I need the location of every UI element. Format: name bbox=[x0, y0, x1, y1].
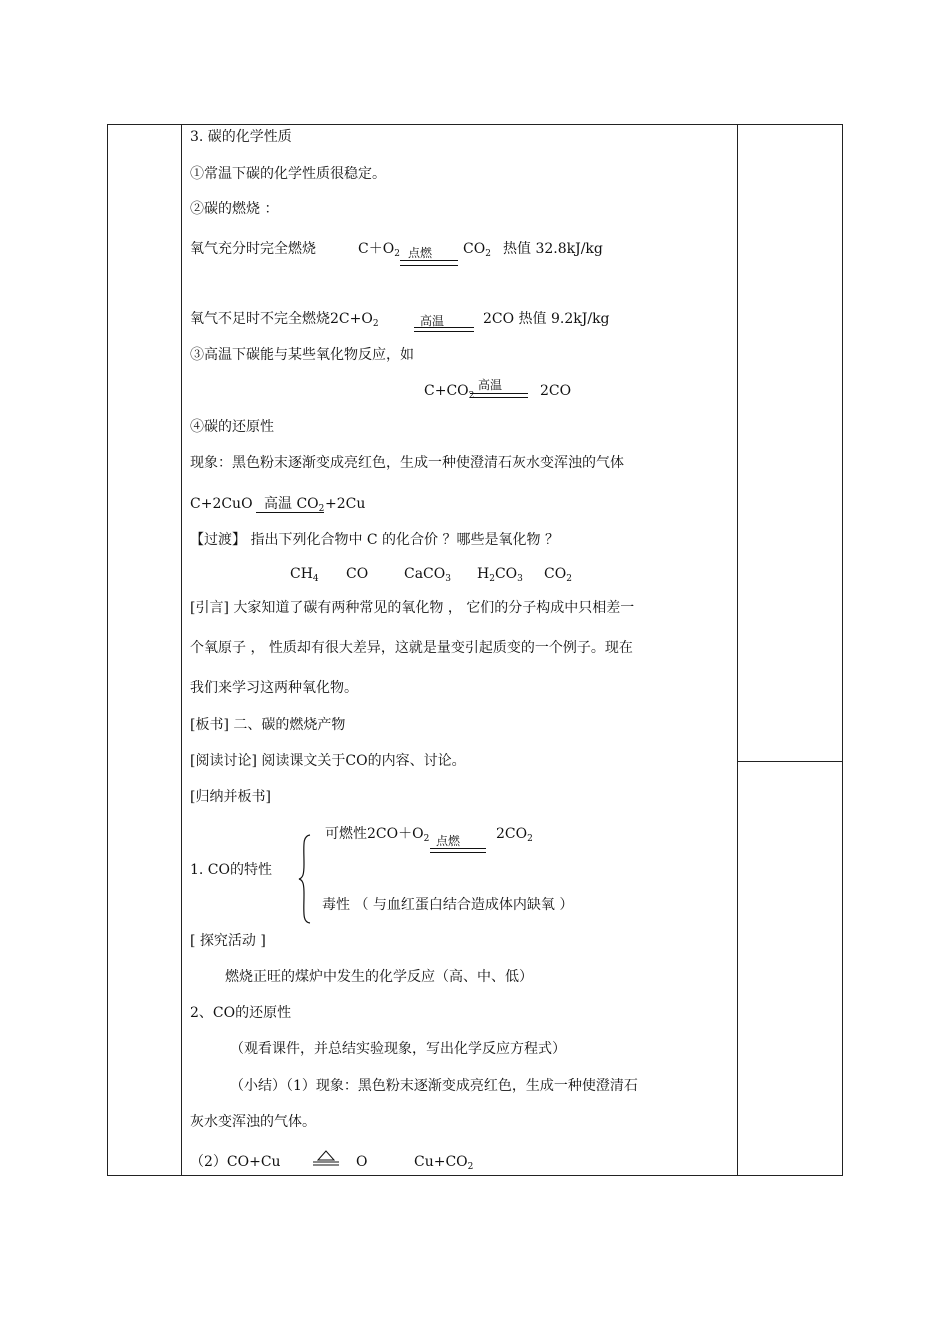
equation-product: +2Cu bbox=[325, 496, 366, 512]
text-line: （观看课件，并总结实验现象，写出化学反应方程式） bbox=[230, 1041, 566, 1057]
equation-product: $2CO_2$ bbox=[496, 826, 533, 844]
equation-line: 氧气不足时不完全燃烧$2C+O_2$ bbox=[190, 311, 379, 329]
section-title: 1. CO的特性 bbox=[190, 862, 272, 878]
text-line: ②碳的燃烧 ： bbox=[190, 201, 279, 217]
equals-sign bbox=[430, 848, 486, 849]
curly-brace-icon bbox=[298, 834, 312, 924]
text-line: [阅读讨论] 阅读课文关于CO的内容、讨论。 bbox=[190, 753, 466, 769]
equation-reactants: C+2CuO bbox=[190, 496, 253, 512]
equation-product: 2CO bbox=[540, 383, 572, 399]
text-line: 个氧原子 ， 性质却有很大差异，这就是量变引起质变的一个例子。现在 bbox=[190, 640, 633, 656]
equals-sign bbox=[256, 512, 324, 513]
text-line: （小结）（1）现象：黑色粉末逐渐变成亮红色，生成一种使澄清石 bbox=[230, 1078, 638, 1094]
equation-condition: 高温 bbox=[478, 378, 503, 392]
heat-triangle-icon bbox=[311, 1149, 341, 1167]
formula: CaCO$_3$ bbox=[404, 566, 451, 584]
heat-value: 热值 32.8kJ/kg bbox=[503, 241, 603, 257]
equation-reactants: $C+CO_2$ bbox=[424, 383, 475, 401]
text-line: [板书] 二、碳的燃烧产物 bbox=[190, 717, 346, 733]
text-line: [ 探究活动 ] bbox=[190, 933, 266, 949]
text-line: 2、CO的还原性 bbox=[190, 1005, 292, 1021]
equation-product: $Cu+CO_2$ bbox=[414, 1154, 474, 1172]
equation-condition: 高温 bbox=[420, 314, 445, 328]
text-line: 灰水变浑浊的气体。 bbox=[190, 1114, 316, 1130]
text-line: [引言] 大家知道了碳有两种常见的氧化物 ， 它们的分子构成中只相差一 bbox=[190, 600, 635, 616]
text-line: 我们来学习这两种氧化物。 bbox=[190, 680, 358, 696]
text-line: 毒性 （ 与血红蛋白结合造成体内缺氧 ） bbox=[322, 897, 574, 913]
equals-sign bbox=[414, 327, 474, 328]
text-line: ①常温下碳的化学性质很稳定。 bbox=[190, 166, 386, 182]
equation-condition: 点燃 bbox=[408, 246, 433, 260]
formula: $H_2CO_3$ bbox=[477, 566, 523, 584]
table-col-divider-1 bbox=[181, 125, 182, 1175]
equation-line: 可燃性$2CO+O_2$ bbox=[325, 826, 430, 844]
formula: CO bbox=[346, 566, 369, 582]
table-col-divider-2 bbox=[737, 125, 738, 1175]
equals-sign bbox=[400, 260, 458, 261]
text-line: 【过渡】 指出下列化合物中 C 的化合价 ？哪些是氧化物 ？ bbox=[190, 532, 559, 548]
equation-product: $CO_2$ bbox=[463, 241, 491, 259]
text-line: ③高温下碳能与某些氧化物反应，如 bbox=[190, 347, 414, 363]
equation-term: O bbox=[356, 1154, 368, 1170]
equation-product: 2CO 热值 9.2kJ/kg bbox=[483, 311, 610, 327]
formula: $CO_2$ bbox=[544, 566, 572, 584]
equation-condition: 高温 $CO_2$ bbox=[264, 496, 325, 514]
equation-condition: 点燃 bbox=[436, 834, 461, 848]
formula: $CH_4$ bbox=[290, 566, 319, 584]
text-line: 现象：黑色粉末逐渐变成亮红色，生成一种使澄清石灰水变浑浊的气体 bbox=[190, 455, 624, 471]
equation-reactants: （2）CO+Cu bbox=[190, 1154, 281, 1170]
text-line: ④碳的还原性 bbox=[190, 419, 274, 435]
equation-label: 氧气充分时完全燃烧 bbox=[190, 241, 316, 257]
table-right-cell-divider bbox=[737, 761, 843, 762]
text-line: 燃烧正旺的煤炉中发生的化学反应（高、中、低） bbox=[225, 969, 533, 985]
equation-reactants: $C+O_2$ bbox=[358, 241, 400, 259]
text-line: [归纳并板书] bbox=[190, 789, 271, 805]
section-title: 3. 碳的化学性质 bbox=[190, 129, 292, 145]
equals-sign bbox=[470, 393, 528, 394]
